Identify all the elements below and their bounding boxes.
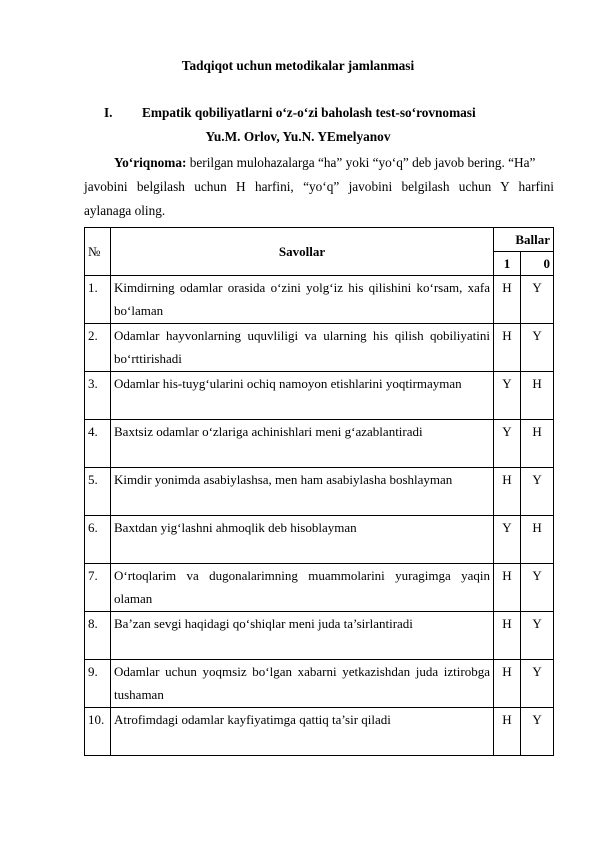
section-title: Empatik qobiliyatlarni o‘z-o‘zi baholash test-so‘rovnomasi bbox=[142, 105, 476, 120]
header-score: Ballar bbox=[494, 228, 554, 252]
table-row bbox=[85, 660, 554, 708]
header-score-0: 0 bbox=[521, 252, 554, 276]
question-number: 1. bbox=[85, 276, 111, 324]
instruction-text-3: aylanaga oling. bbox=[84, 203, 166, 218]
question-text: Baxtsiz odamlar o‘zlariga achinishlari meni g‘azablantiradi bbox=[111, 420, 494, 468]
question-text: Odamlar his-tuyg‘ularini ochiq namoyon etishlarini yoqtirmayman bbox=[111, 372, 494, 420]
answer-option-0[interactable]: Y bbox=[521, 660, 554, 708]
question-text: Odamlar hayvonlarning uquvliligi va ularning his qilish qobiliyatini bo‘rttirishadi bbox=[111, 324, 494, 372]
table-row bbox=[85, 612, 554, 660]
question-text: Ba’zan sevgi haqidagi qo‘shiqlar meni juda ta’sirlantiradi bbox=[111, 612, 494, 660]
questionnaire-table bbox=[84, 227, 554, 756]
page-title: Tadqiqot uchun metodikalar jamlanmasi bbox=[181, 58, 415, 73]
answer-option-0[interactable]: Y bbox=[521, 276, 554, 324]
instruction-text-2: javobini belgilash uchun H harfini, “yo‘q” javobini belgilash uchun Y harfini bbox=[84, 179, 554, 194]
answer-option-1[interactable]: H bbox=[494, 564, 521, 612]
questionnaire-body bbox=[85, 276, 554, 756]
instruction-text-1: berilgan mulohazalarga “ha” yoki “yo‘q” deb javob bering. “Ha” bbox=[186, 155, 536, 170]
answer-option-0[interactable]: H bbox=[521, 372, 554, 420]
answer-option-1[interactable]: H bbox=[494, 468, 521, 516]
answer-option-0[interactable]: Y bbox=[521, 708, 554, 756]
question-number: 5. bbox=[85, 468, 111, 516]
question-number: 7. bbox=[85, 564, 111, 612]
question-number: 4. bbox=[85, 420, 111, 468]
question-number: 6. bbox=[85, 516, 111, 564]
answer-option-0[interactable]: Y bbox=[521, 468, 554, 516]
question-text: Atrofimdagi odamlar kayfiyatimga qattiq ta’sir qiladi bbox=[111, 708, 494, 756]
table-row bbox=[85, 564, 554, 612]
answer-option-1[interactable]: H bbox=[494, 660, 521, 708]
header-score-1: 1 bbox=[494, 252, 521, 276]
instruction-paragraph bbox=[84, 151, 554, 223]
answer-option-1[interactable]: H bbox=[494, 324, 521, 372]
question-text: O‘rtoqlarim va dugonalarimning muammolarini yuragimga yaqin olaman bbox=[111, 564, 494, 612]
section-heading bbox=[104, 105, 476, 121]
instruction-line bbox=[84, 151, 554, 175]
answer-option-0[interactable]: Y bbox=[521, 612, 554, 660]
answer-option-1[interactable]: H bbox=[494, 708, 521, 756]
header-questions: Savollar bbox=[111, 228, 494, 276]
answer-option-0[interactable]: H bbox=[521, 516, 554, 564]
instruction-label: Yo‘riqnoma: bbox=[114, 155, 187, 170]
answer-option-0[interactable]: H bbox=[521, 420, 554, 468]
authors: Yu.M. Orlov, Yu.N. YEmelyanov bbox=[205, 129, 391, 144]
answer-option-1[interactable]: H bbox=[494, 612, 521, 660]
table-row bbox=[85, 708, 554, 756]
table-row bbox=[85, 372, 554, 420]
answer-option-1[interactable]: H bbox=[494, 276, 521, 324]
table-row bbox=[85, 276, 554, 324]
question-number: 8. bbox=[85, 612, 111, 660]
question-number: 2. bbox=[85, 324, 111, 372]
question-text: Kimdirning odamlar orasida o‘zini yolg‘iz his qilishini ko‘rsam, xafa bo‘laman bbox=[111, 276, 494, 324]
answer-option-1[interactable]: Y bbox=[494, 372, 521, 420]
answer-option-1[interactable]: Y bbox=[494, 516, 521, 564]
question-number: 10. bbox=[85, 708, 111, 756]
table-row bbox=[85, 468, 554, 516]
question-number: 9. bbox=[85, 660, 111, 708]
table-row bbox=[85, 516, 554, 564]
answer-option-0[interactable]: Y bbox=[521, 324, 554, 372]
question-text: Baxtdan yig‘lashni ahmoqlik deb hisoblayman bbox=[111, 516, 494, 564]
question-text: Odamlar uchun yoqmsiz bo‘lgan xabarni yetkazishdan juda iztirobga tushaman bbox=[111, 660, 494, 708]
answer-option-0[interactable]: Y bbox=[521, 564, 554, 612]
table-row bbox=[85, 324, 554, 372]
section-number: I. bbox=[104, 105, 113, 120]
answer-option-1[interactable]: Y bbox=[494, 420, 521, 468]
table-row bbox=[85, 420, 554, 468]
question-number: 3. bbox=[85, 372, 111, 420]
header-number: № bbox=[85, 228, 111, 276]
question-text: Kimdir yonimda asabiylashsa, men ham asabiylasha boshlayman bbox=[111, 468, 494, 516]
